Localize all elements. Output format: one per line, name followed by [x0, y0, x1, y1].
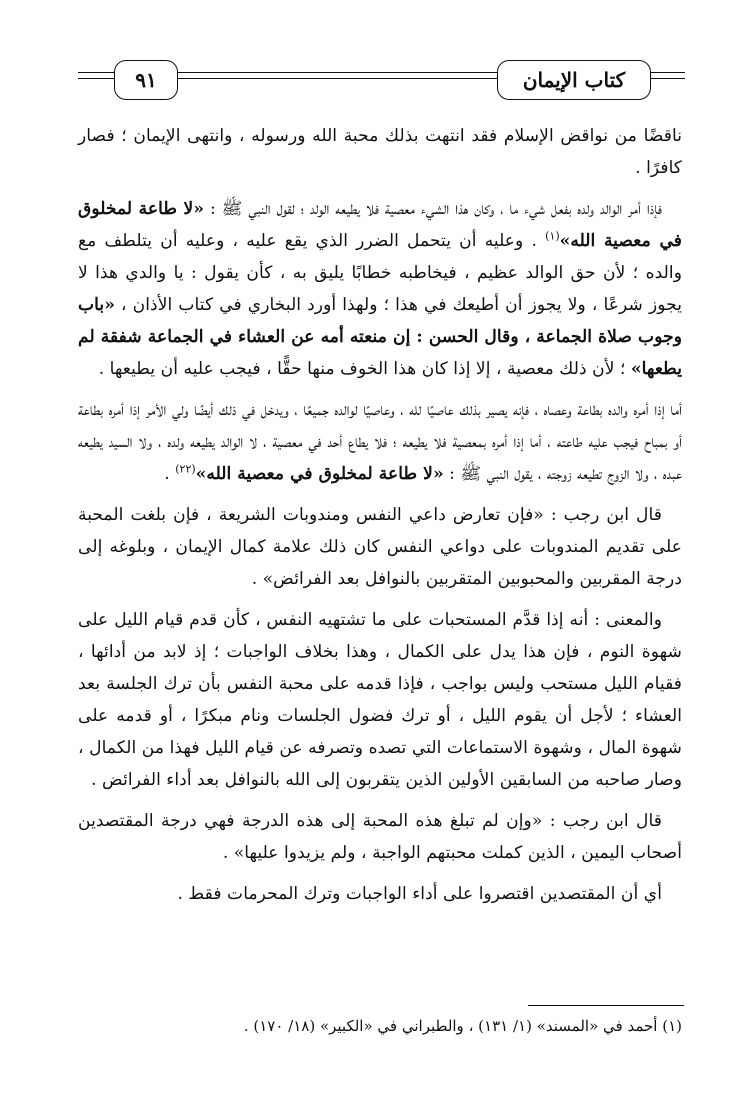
- footnote-rule: [528, 1005, 684, 1006]
- hadith-quote: «لا طاعة لمخلوق في معصية الله»: [195, 464, 444, 484]
- paragraph: فإذا أمر الوالد ولده بفعل شيء ما ، وكان هذا الشيء معصية فلا يطيعه الولد ؛ لقول النبي ﷺ : «لا طاعة لمخلوق في معصية الله»$^{(١)}$ . وعليه أن يتحمل الضرر الذي يقع عليه ، وعليه أن يتلطف مع والده ؛ لأن حق الوالد عظيم ، فيخاطبه خطابًا يليق به ، كأن يقول : يا والدي هذا لا يجوز شرعًا ، ولا يجوز أن أطيعك في هذا ؛ ولهذا أورد البخاري في كتاب الأذان ، «باب وجوب صلاة الجماعة ، وقال الحسن : إن منعته أمه عن العشاء في الجماعة شفقة لم يطعها» ؛ لأن ذلك معصية ، إلا إذا كان هذا الخوف منها حقًّا ، فيجب عليه أن يطيعها .: [78, 199, 683, 379]
- header-rule: [176, 72, 497, 73]
- footnote: (١) أحمد في «المسند» (١/ ١٣١) ، والطبراني في «الكبير» (١٨/ ١٧٠) .: [243, 1017, 682, 1035]
- header-rule: [176, 78, 497, 79]
- page-number: ٩١: [114, 60, 178, 100]
- paragraph: قال ابن رجب : «وإن لم تبلغ هذه المحبة إلى هذه الدرجة فهي درجة المقتصدين أصحاب اليمين ، الذين كملت محبتهم الواجبة ، ولم يزيدوا عليها» .: [78, 811, 682, 863]
- paragraph: أما إذا أمره والده بطاعة وعصاه ، فإنه يصير بذلك عاصيًا لله ، وعاصيًا لوالده جميعًا ، ويدخل في ذلك أيضًا ولي الأمر إذا أمره بطاعة أو بمباح فيجب عليه طاعته ، أما إذا أمره بمعصية فلا يطيعه ؛ فلا يطاع أحد في معصية ، لا الوالد يطيعه ولده ، ولا السيد يطيعه عبده ، ولا الزوج تطيعه زوجته ، يقول النبي ﷺ : «لا طاعة لمخلوق في معصية الله»$^{(٢٢)}$ .: [78, 400, 682, 484]
- footnote-ref: (١): [545, 229, 560, 243]
- footnote-ref: (٢٢): [175, 462, 196, 476]
- header-rule: [649, 78, 685, 79]
- header-rule: [78, 78, 114, 79]
- header-rule: [649, 72, 685, 73]
- paragraph: والمعنى : أنه إذا قدَّم المستحبات على ما تشتهيه النفس ، كأن قدم قيام الليل على شهوة النوم ، فإن هذا يدل على الكمال ، وهذا بخلاف الواجبات ؛ إذ لابد من أدائها ، فقيام الليل مستحب وليس بواجب ، فإذا قدمه على محبة النفس بأن ترك الجلسة بعد العشاء ؛ لأجل أن يقوم الليل ، أو ترك فضول الجلسات ونام مبكرًا ، أو قدمه على شهوة المال ، وشهوة الاستماعات التي تصده وتصرفه عن قيام الليل فهذا من الكمال ، وصار صاحبه من السابقين الأولين الذين يتقربون إلى الله بالنوافل بعد أداء الفرائض .: [78, 610, 682, 790]
- paragraph: ناقضًا من نواقض الإسلام فقد انتهت بذلك محبة الله ورسوله ، وانتهى الإيمان ؛ فصار كافرًا .: [78, 126, 682, 178]
- paragraph: قال ابن رجب : «فإن تعارض داعي النفس ومندوبات الشريعة ، فإن بلغت المحبة على تقديم المندوبات على دواعي النفس كان ذلك علامة كمال الإيمان ، وبلوغه إلى درجة المقربين والمحبوبين المتقربين بالنوافل بعد الفرائض» .: [78, 505, 682, 589]
- paragraph: أي أن المقتصدين اقتصروا على أداء الواجبات وترك المحرمات فقط .: [177, 884, 662, 904]
- main-text: [78, 120, 682, 919]
- running-title: كتاب الإيمان: [497, 60, 651, 100]
- header-rule: [78, 72, 114, 73]
- hadith-quote: «لا طاعة لمخلوق في معصية الله»: [78, 199, 682, 251]
- chapter-quote: «باب وجوب صلاة الجماعة ، وقال الحسن : إن منعته أمه عن العشاء في الجماعة شفقة لم يطعها»: [78, 295, 682, 379]
